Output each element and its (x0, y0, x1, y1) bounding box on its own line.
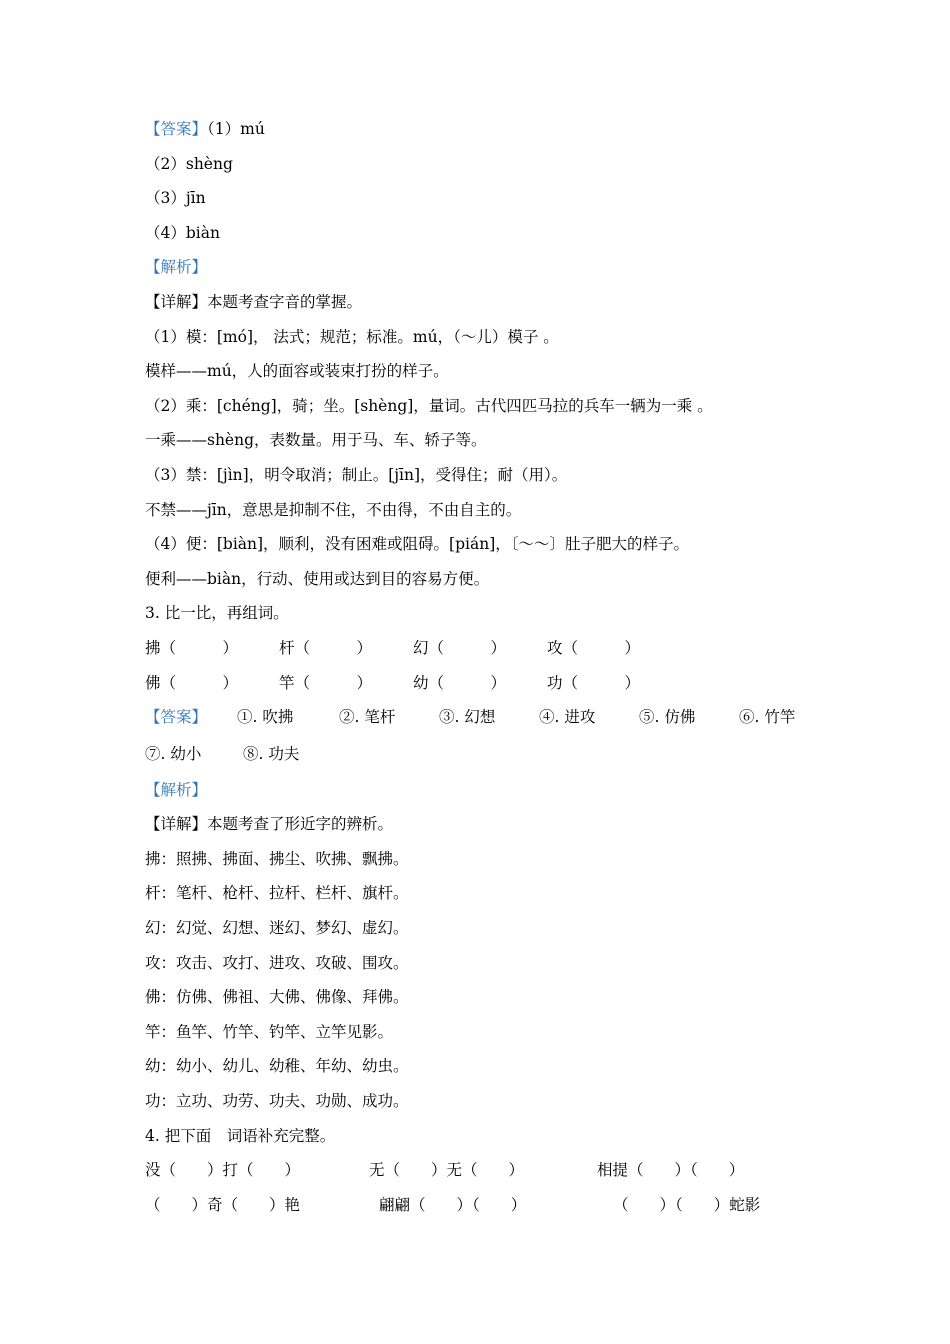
detail-line: 【详解】本题考查了形近字的辨析。 (145, 815, 394, 834)
analysis-line: （1）模：[mó]， 法式；规范；标准。mú，（～儿）模子 。 (145, 327, 559, 346)
analysis-line: 模样——mú，人的面容或装束打扮的样子。 (145, 362, 449, 381)
analysis-line: 幻：幻觉、幻想、迷幻、梦幻、虚幻。 (145, 919, 409, 938)
question-title: 3. 比一比，再组词。 (145, 604, 289, 623)
analysis-line: （2）乘：[chéng]，骑；坐。[shèng]，量词。古代四匹马拉的兵车一辆为一乘 。 (145, 396, 713, 415)
answer-item: ⑤. 仿佛 (639, 708, 696, 727)
word-blank: 翩翩（ ）（ ） (379, 1195, 527, 1214)
word-blank: 拂（ ） (145, 638, 239, 657)
analysis-tag: 【解析】 (145, 258, 208, 277)
answer-tag: 【答案】 (145, 708, 208, 727)
answer-line (145, 700, 825, 735)
word-blank: 无（ ）无（ ） (369, 1161, 525, 1180)
answer-line: （2）shèng (145, 154, 233, 173)
answer-item: ⑧. 功夫 (243, 744, 300, 763)
question-row (145, 666, 825, 701)
word-blank: 攻（ ） (547, 638, 641, 657)
document-page (145, 112, 825, 1222)
analysis-line: （3）禁：[jìn]，明令取消；制止。[jīn]，受得住；耐（用）。 (145, 465, 568, 484)
word-blank: 竿（ ） (279, 673, 373, 692)
word-blank: 没（ ）打（ ） (145, 1161, 301, 1180)
question-row (145, 1153, 825, 1188)
analysis-line: 攻：攻击、攻打、进攻、攻破、围攻。 (145, 953, 409, 972)
analysis-line: 功：立功、功劳、功夫、功勋、成功。 (145, 1092, 409, 1111)
analysis-line: 竿：鱼竿、竹竿、钓竿、立竿见影。 (145, 1022, 394, 1041)
analysis-line: 拂：照拂、拂面、拂尘、吹拂、飘拂。 (145, 849, 409, 868)
detail-line: 【详解】本题考查字音的掌握。 (145, 292, 363, 311)
answer-item: ③. 幻想 (439, 708, 496, 727)
answer-item: ②. 笔杆 (339, 708, 396, 727)
question-title: 4. 把下面 词语补充完整。 (145, 1126, 336, 1145)
answer-line (145, 112, 825, 147)
word-blank: （ ）（ ）蛇影 (613, 1195, 761, 1214)
analysis-line: 幼：幼小、幼儿、幼稚、年幼、幼虫。 (145, 1057, 409, 1076)
analysis-line: 不禁——jīn，意思是抑制不住，不由得，不由自主的。 (145, 500, 522, 519)
analysis-line: 杆：笔杆、枪杆、拉杆、栏杆、旗杆。 (145, 884, 409, 903)
answer-line (145, 735, 825, 773)
word-blank: 功（ ） (547, 673, 641, 692)
analysis-line: 一乘——shèng，表数量。用于马、车、轿子等。 (145, 431, 487, 450)
answer-item: ⑥. 竹竿 (739, 708, 796, 727)
analysis-tag: 【解析】 (145, 780, 208, 799)
word-blank: 幻（ ） (413, 638, 507, 657)
word-blank: 幼（ ） (413, 673, 507, 692)
question-row (145, 631, 825, 666)
word-blank: 杆（ ） (279, 638, 373, 657)
analysis-line: （4）便：[biàn]，顺利，没有困难或阻碍。[pián]，〔～～〕肚子肥大的样子。 (145, 535, 690, 554)
answer-text: （1）mú (207, 120, 265, 138)
answer-item: ⑦. 幼小 (145, 744, 202, 763)
word-blank: （ ）奇（ ）艳 (145, 1195, 301, 1214)
answer-line: （3）jīn (145, 189, 206, 208)
word-blank: 相提（ ）（ ） (597, 1161, 745, 1180)
analysis-line: 便利——biàn，行动、使用或达到目的容易方便。 (145, 569, 490, 588)
question-row (145, 1188, 825, 1223)
answer-line: （4）biàn (145, 223, 220, 242)
analysis-line: 佛：仿佛、佛祖、大佛、佛像、拜佛。 (145, 988, 409, 1007)
answer-item: ④. 进攻 (539, 708, 596, 727)
answer-item: ①. 吹拂 (237, 708, 294, 727)
answer-tag: 【答案】 (145, 120, 208, 138)
word-blank: 佛（ ） (145, 673, 239, 692)
